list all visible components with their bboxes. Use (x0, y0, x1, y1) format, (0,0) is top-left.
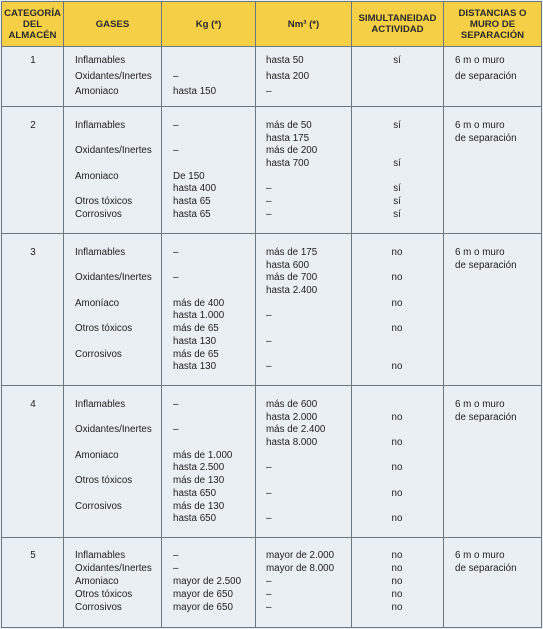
simultaneidad-value: sí (393, 55, 401, 66)
separation-distance: de separación (455, 259, 517, 271)
gas-type: Corrosivos (75, 208, 122, 220)
table-header (2, 2, 541, 47)
kg-limit: más de 130 (173, 475, 225, 487)
gas-type: Corrosivos (75, 601, 122, 613)
nm3-limit: más de 200 (266, 145, 318, 157)
category-number: 3 (30, 247, 36, 258)
nm3-limit: – (266, 310, 272, 322)
separation-distance: de separación (455, 411, 517, 423)
header-gases: GASES (64, 2, 162, 46)
nm3-limit: hasta 700 (266, 158, 310, 169)
nm3-limit: – (266, 513, 272, 525)
gas-type: Inflamables (75, 55, 126, 66)
simultaneidad-value: no (391, 487, 403, 499)
column-divider (443, 46, 444, 627)
gas-type: Inflamables (75, 550, 126, 561)
gas-type: Inflamables (75, 247, 126, 258)
gas-type: Otros tóxicos (75, 588, 133, 600)
simultaneidad-value: no (391, 323, 403, 335)
separation-distance: 6 m o muro (455, 55, 505, 66)
simultaneidad-value: no (391, 361, 403, 373)
gas-type: Otros tóxicos (75, 196, 133, 207)
nm3-limit: mayor de 8.000 (266, 562, 335, 574)
nm3-limit: hasta 8.000 (266, 437, 318, 448)
simultaneidad-value: no (391, 513, 403, 525)
storage-category-table (1, 1, 542, 628)
header-distancias: DISTANCIAS O MURO DE SEPARACIÓN (458, 7, 527, 41)
separation-distance: 6 m o muro (455, 120, 505, 131)
category-number: 2 (30, 120, 36, 131)
kg-limit: – (173, 120, 179, 131)
simultaneidad-value: no (391, 437, 403, 448)
nm3-limit: – (266, 462, 272, 474)
header-categoria: CATEGORÍA DEL ALMACÉN (2, 2, 64, 46)
header-kg: Kg (*) (162, 2, 256, 46)
kg-limit: hasta 65 (173, 196, 211, 207)
kg-limit: hasta 1.000 (173, 310, 225, 322)
category-number: 1 (30, 55, 36, 66)
kg-limit: hasta 65 (173, 208, 211, 220)
gas-type: Corrosivos (75, 500, 122, 512)
simultaneidad-value: no (391, 272, 403, 284)
nm3-limit: más de 700 (266, 272, 318, 284)
nm3-limit: – (266, 487, 272, 499)
separation-distance: 6 m o muro (455, 399, 505, 410)
gas-type: Otros tóxicos (75, 475, 133, 487)
nm3-limit: – (266, 196, 272, 207)
row-divider (2, 385, 541, 386)
nm3-limit: – (266, 86, 272, 97)
simultaneidad-value: no (391, 462, 403, 474)
kg-limit: hasta 130 (173, 361, 217, 373)
simultaneidad-value: sí (393, 120, 401, 131)
nm3-limit: hasta 2.000 (266, 411, 318, 423)
nm3-limit: hasta 600 (266, 259, 310, 271)
kg-limit: – (173, 550, 179, 561)
simultaneidad-value: no (391, 562, 403, 574)
kg-limit: más de 400 (173, 297, 225, 309)
nm3-limit: más de 175 (266, 247, 318, 258)
nm3-limit: – (266, 601, 272, 613)
separation-distance: de separación (455, 132, 517, 144)
gas-type: Oxidantes/Inertes (75, 424, 152, 436)
kg-limit: más de 65 (173, 323, 219, 335)
simultaneidad-value: sí (393, 183, 401, 195)
kg-limit: – (173, 562, 179, 574)
gas-type: Oxidantes/Inertes (75, 70, 152, 82)
kg-limit: hasta 650 (173, 487, 217, 499)
gas-type: Oxidantes/Inertes (75, 272, 152, 284)
simultaneidad-value: no (391, 550, 403, 561)
simultaneidad-value: no (391, 411, 403, 423)
nm3-limit: más de 50 (266, 120, 312, 131)
nm3-limit: hasta 50 (266, 55, 304, 66)
nm3-limit: hasta 2.400 (266, 285, 318, 296)
kg-limit: hasta 130 (173, 335, 217, 347)
row-divider (2, 537, 541, 538)
kg-limit: – (173, 424, 179, 436)
kg-limit: mayor de 650 (173, 588, 233, 600)
nm3-limit: más de 2.400 (266, 424, 326, 436)
kg-limit: más de 65 (173, 348, 219, 360)
gas-type: Oxidantes/Inertes (75, 562, 152, 574)
kg-limit: hasta 150 (173, 86, 217, 97)
gas-type: Corrosivos (75, 348, 122, 360)
category-number: 4 (30, 399, 36, 410)
kg-limit: mayor de 2.500 (173, 575, 242, 587)
row-divider (2, 233, 541, 234)
separation-distance: de separación (455, 562, 517, 574)
kg-limit: – (173, 145, 179, 157)
category-number: 5 (30, 550, 36, 561)
nm3-limit: – (266, 208, 272, 220)
kg-limit: – (173, 70, 179, 82)
kg-limit: De 150 (173, 170, 205, 182)
nm3-limit: más de 600 (266, 399, 318, 410)
simultaneidad-value: sí (393, 158, 401, 169)
nm3-limit: mayor de 2.000 (266, 550, 335, 561)
kg-limit: hasta 400 (173, 183, 217, 195)
column-divider (63, 46, 64, 627)
nm3-limit: – (266, 588, 272, 600)
kg-limit: más de 130 (173, 500, 225, 512)
nm3-limit: – (266, 575, 272, 587)
gas-type: Inflamables (75, 120, 126, 131)
gas-type: Amoníaco (75, 297, 120, 309)
column-divider (255, 46, 256, 627)
kg-limit: – (173, 247, 179, 258)
nm3-limit: – (266, 183, 272, 195)
simultaneidad-value: sí (393, 208, 401, 220)
nm3-limit: hasta 175 (266, 132, 310, 144)
simultaneidad-value: no (391, 297, 403, 309)
kg-limit: hasta 650 (173, 513, 217, 525)
gas-type: Otros tóxicos (75, 323, 133, 335)
separation-distance: 6 m o muro (455, 550, 505, 561)
gas-type: Amoniaco (75, 449, 119, 461)
gas-type: Amoniaco (75, 170, 119, 182)
kg-limit: más de 1.000 (173, 449, 233, 461)
gas-type: Inflamables (75, 399, 126, 410)
header-nm3: Nm³ (*) (256, 2, 352, 46)
nm3-limit: – (266, 361, 272, 373)
gas-type: Amoniaco (75, 575, 119, 587)
column-divider (351, 46, 352, 627)
header-simultaneidad: SIMULTANEIDAD ACTIVIDAD (352, 2, 444, 46)
column-divider (161, 46, 162, 627)
kg-limit: – (173, 272, 179, 284)
simultaneidad-value: no (391, 247, 403, 258)
simultaneidad-value: no (391, 601, 403, 613)
simultaneidad-value: no (391, 575, 403, 587)
simultaneidad-value: sí (393, 196, 401, 207)
separation-distance: 6 m o muro (455, 247, 505, 258)
row-divider (2, 106, 541, 107)
separation-distance: de separación (455, 70, 517, 82)
simultaneidad-value: no (391, 588, 403, 600)
kg-limit: mayor de 650 (173, 601, 233, 613)
nm3-limit: hasta 200 (266, 70, 310, 82)
nm3-limit: – (266, 335, 272, 347)
gas-type: Amoniaco (75, 86, 119, 97)
gas-type: Oxidantes/Inertes (75, 145, 152, 157)
kg-limit: hasta 2.500 (173, 462, 225, 474)
kg-limit: – (173, 399, 179, 410)
